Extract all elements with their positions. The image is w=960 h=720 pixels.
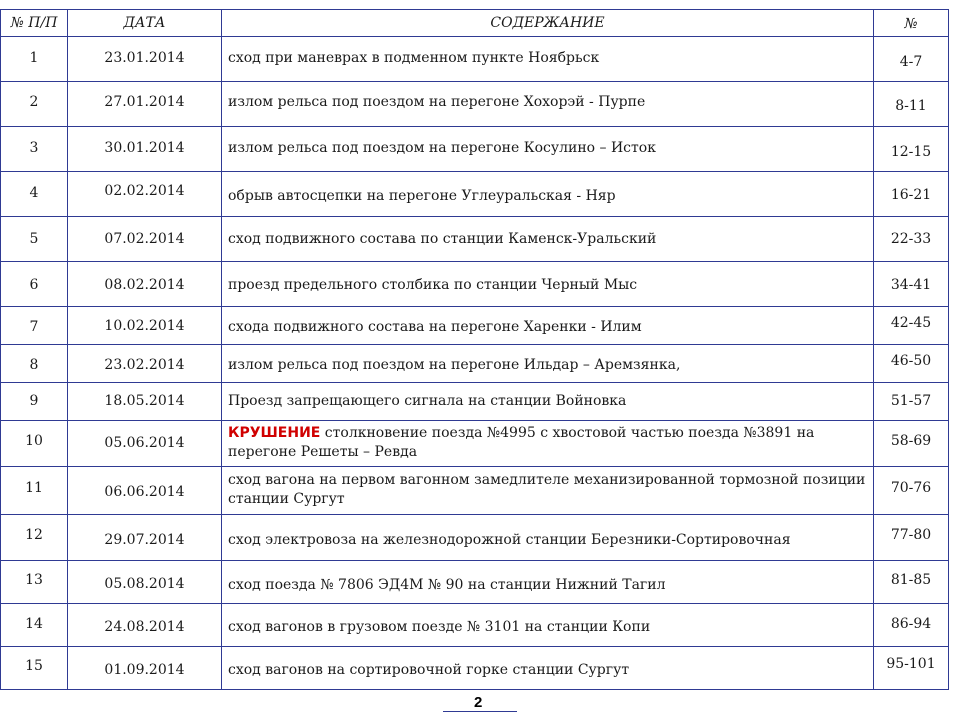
header-row bbox=[1, 10, 949, 37]
table-row bbox=[1, 127, 949, 172]
row-content: сход вагона на первом вагонном замедлителе механизированной тормозной позиции станции Сургут bbox=[222, 467, 874, 515]
row-num: 1 bbox=[1, 37, 68, 82]
row-content: сход подвижного состава по станции Каменск-Уральский bbox=[222, 217, 874, 262]
row-date: 24.08.2014 bbox=[68, 604, 222, 647]
row-date: 08.02.2014 bbox=[68, 262, 222, 307]
header-date: ДАТА bbox=[68, 10, 222, 37]
row-content: схода подвижного состава на перегоне Харенки - Илим bbox=[222, 307, 874, 345]
row-content: сход поезда № 7806 ЭД4М № 90 на станции Нижний Тагил bbox=[222, 561, 874, 604]
row-content: излом рельса под поездом на перегоне Хохорэй - Пурпе bbox=[222, 82, 874, 127]
row-date: 05.06.2014 bbox=[68, 421, 222, 467]
row-num: 4 bbox=[1, 172, 68, 217]
row-date: 29.07.2014 bbox=[68, 515, 222, 561]
row-content: Проезд запрещающего сигнала на станции Войновка bbox=[222, 383, 874, 421]
table-row bbox=[1, 262, 949, 307]
row-pages: 51-57 bbox=[874, 383, 949, 421]
row-num: 12 bbox=[1, 515, 68, 561]
table-row bbox=[1, 421, 949, 467]
table-row bbox=[1, 383, 949, 421]
row-date: 23.01.2014 bbox=[68, 37, 222, 82]
table-row bbox=[1, 467, 949, 515]
row-num: 8 bbox=[1, 345, 68, 383]
row-content: обрыв автосцепки на перегоне Углеуральская - Няр bbox=[222, 172, 874, 217]
row-date: 02.02.2014 bbox=[68, 172, 222, 217]
row-num: 6 bbox=[1, 262, 68, 307]
row-content bbox=[222, 421, 874, 467]
row-date: 30.01.2014 bbox=[68, 127, 222, 172]
table-row bbox=[1, 307, 949, 345]
row-content: сход вагонов на сортировочной горке станции Сургут bbox=[222, 647, 874, 690]
row-date: 18.05.2014 bbox=[68, 383, 222, 421]
table-row bbox=[1, 647, 949, 690]
row-date: 23.02.2014 bbox=[68, 345, 222, 383]
row-content-text: столкновение поезда №4995 с хвостовой частью поезда №3891 на перегоне Решеты – Ревда bbox=[228, 425, 815, 460]
table-row bbox=[1, 37, 949, 82]
row-pages: 42-45 bbox=[874, 307, 949, 345]
row-content: сход вагонов в грузовом поезде № 3101 на станции Копи bbox=[222, 604, 874, 647]
row-pages: 81-85 bbox=[874, 561, 949, 604]
row-content: проезд предельного столбика по станции Черный Мыс bbox=[222, 262, 874, 307]
row-date: 05.08.2014 bbox=[68, 561, 222, 604]
row-pages: 70-76 bbox=[874, 467, 949, 515]
row-pages: 8-11 bbox=[874, 82, 949, 127]
row-num: 7 bbox=[1, 307, 68, 345]
row-pages: 4-7 bbox=[874, 37, 949, 82]
row-date: 01.09.2014 bbox=[68, 647, 222, 690]
row-content: сход электровоза на железнодорожной станции Березники-Сортировочная bbox=[222, 515, 874, 561]
row-num: 2 bbox=[1, 82, 68, 127]
row-pages: 12-15 bbox=[874, 127, 949, 172]
wreck-highlight: КРУШЕНИЕ bbox=[228, 425, 321, 441]
row-pages: 58-69 bbox=[874, 421, 949, 467]
row-pages: 95-101 bbox=[874, 647, 949, 690]
row-pages: 22-33 bbox=[874, 217, 949, 262]
row-pages: 77-80 bbox=[874, 515, 949, 561]
row-num: 9 bbox=[1, 383, 68, 421]
row-pages: 46-50 bbox=[874, 345, 949, 383]
table-row bbox=[1, 561, 949, 604]
row-num: 3 bbox=[1, 127, 68, 172]
page-number-underline bbox=[443, 711, 517, 712]
row-num: 13 bbox=[1, 561, 68, 604]
table-row bbox=[1, 515, 949, 561]
table-row bbox=[1, 345, 949, 383]
row-pages: 16-21 bbox=[874, 172, 949, 217]
row-num: 15 bbox=[1, 647, 68, 690]
row-pages: 34-41 bbox=[874, 262, 949, 307]
row-num: 14 bbox=[1, 604, 68, 647]
row-content: сход при маневрах в подменном пункте Ноябрьск bbox=[222, 37, 874, 82]
row-num: 5 bbox=[1, 217, 68, 262]
header-pages: № bbox=[874, 10, 949, 37]
row-date: 06.06.2014 bbox=[68, 467, 222, 515]
table-row bbox=[1, 172, 949, 217]
page-number: 2 bbox=[474, 694, 483, 711]
table-row bbox=[1, 82, 949, 127]
row-content: излом рельса под поездом на перегоне Ильдар – Аремзянка, bbox=[222, 345, 874, 383]
row-content: излом рельса под поездом на перегоне Косулино – Исток bbox=[222, 127, 874, 172]
row-num: 10 bbox=[1, 421, 68, 467]
table-row bbox=[1, 604, 949, 647]
row-num: 11 bbox=[1, 467, 68, 515]
incidents-table bbox=[0, 9, 949, 690]
header-content: СОДЕРЖАНИЕ bbox=[222, 10, 874, 37]
row-date: 10.02.2014 bbox=[68, 307, 222, 345]
table-row bbox=[1, 217, 949, 262]
row-date: 27.01.2014 bbox=[68, 82, 222, 127]
header-num: № П/П bbox=[1, 10, 68, 37]
row-date: 07.02.2014 bbox=[68, 217, 222, 262]
row-pages: 86-94 bbox=[874, 604, 949, 647]
